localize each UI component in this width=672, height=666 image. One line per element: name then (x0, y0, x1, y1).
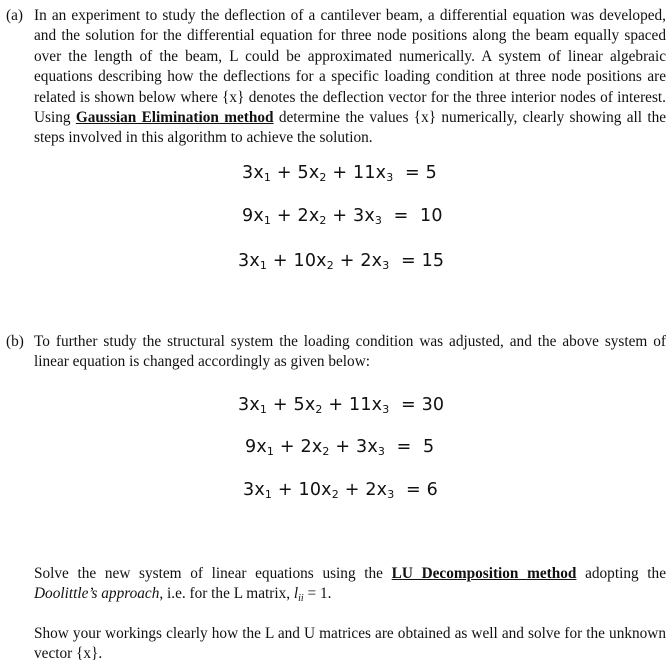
eq-a-3: $3x_1 + 10x_2 + 2x_3 = 15$ (238, 251, 445, 272)
lu-decomposition-method: LU Decomposition method (391, 565, 577, 582)
eq-b-3: $3x_1 + 10x_2 + 2x_3 = 6$ (243, 480, 438, 501)
l-subscript: ii (298, 593, 304, 605)
solve-instructions: Solve the new system of linear equations using the LU Decomposition method adopting the Doolittle’s approach, i.e. for the L matrix, lii = 1. (34, 565, 666, 605)
part-a-label: (a) (6, 7, 23, 24)
doolittle-approach: Doolittle’s approach (34, 585, 160, 603)
part-a-text-2: determine the values {x} numerically, clearly showing all the steps involved in this algorithm to achieve the solution. (34, 109, 667, 147)
part-b-text: To further study the structural system the loading condition was adjusted, and the above system of linear equation is changed accordingly as given below: (34, 333, 666, 371)
part-b-label: (b) (6, 333, 24, 350)
part-a-text (34, 6, 666, 149)
l-symbol: l (293, 585, 299, 603)
eq-b-2: $9x_1 + 2x_2 + 3x_3 = 5$ (245, 437, 435, 458)
gaussian-elimination-method: Gaussian Elimination method (75, 109, 274, 127)
part-a-text-1: In an experiment to study the deflection of a cantilever beam, a differential equation was developed, and the solution for the differential equation for three node positions along the beam equally spaced over the length of the beam, L could be approximated numerically. A system of linear algebraic equations describing how the deflections for a specific loading condition at three node positions are related is shown below where {x} denotes the deflection vector for the three interior nodes of interest. Using (34, 7, 666, 127)
eq-a-1: $3x_1 + 5x_2 + 11x_3 = 5$ (242, 163, 437, 184)
eq-a-2: $9x_1 + 2x_2 + 3x_3 = 10$ (242, 206, 443, 227)
show-workings-text: Show your workings clearly how the L and U matrices are obtained as well and solve for the unknown vector {x}. (34, 625, 666, 663)
eq-b-1: $3x_1 + 5x_2 + 11x_3 = 30$ (238, 395, 445, 416)
